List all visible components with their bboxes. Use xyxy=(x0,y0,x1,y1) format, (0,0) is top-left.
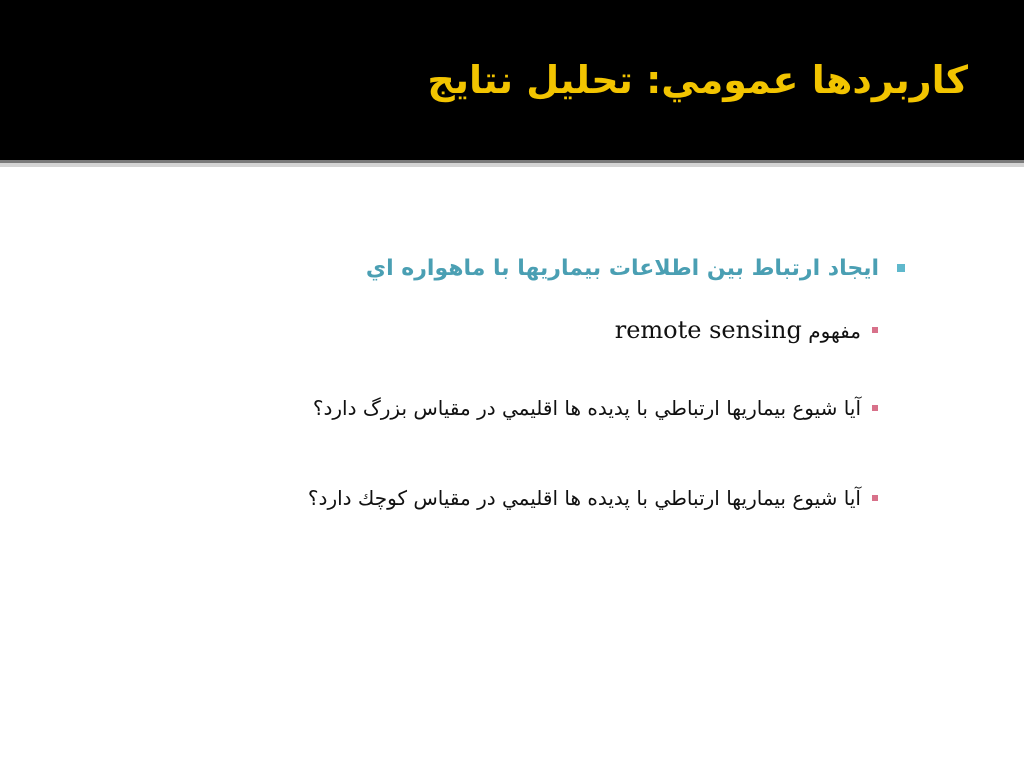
bullet-text: ايجاد ارتباط بين اطلاعات بيماريها با ماهواره اي xyxy=(365,255,879,281)
bullet-item-level2 xyxy=(615,310,1024,350)
bullet-item-level1 xyxy=(366,248,1024,288)
bullet-text: آيا شيوع بيماريها ارتباطي با پديده ها اقليمي در مقياس بزرگ دارد؟ xyxy=(312,396,861,420)
bullet-item-level2 xyxy=(313,388,1024,428)
bullet-text-fa: مفهوم xyxy=(808,319,861,343)
bullet-text xyxy=(615,316,861,344)
slide-title: كاربردها عمومي: تحليل نتايج xyxy=(427,58,968,102)
bullet-text-en: remote sensing xyxy=(614,316,802,344)
title-divider-shadow xyxy=(0,163,1024,167)
square-bullet-icon xyxy=(871,405,879,411)
bullet-item-level2 xyxy=(308,478,1024,518)
square-bullet-icon xyxy=(893,264,909,273)
square-bullet-icon xyxy=(871,495,879,501)
title-bar xyxy=(0,0,1024,160)
square-bullet-icon xyxy=(871,327,879,333)
bullet-text: آيا شيوع بيماريها ارتباطي با پديده ها اقليمي در مقياس كوچك دارد؟ xyxy=(307,486,861,510)
